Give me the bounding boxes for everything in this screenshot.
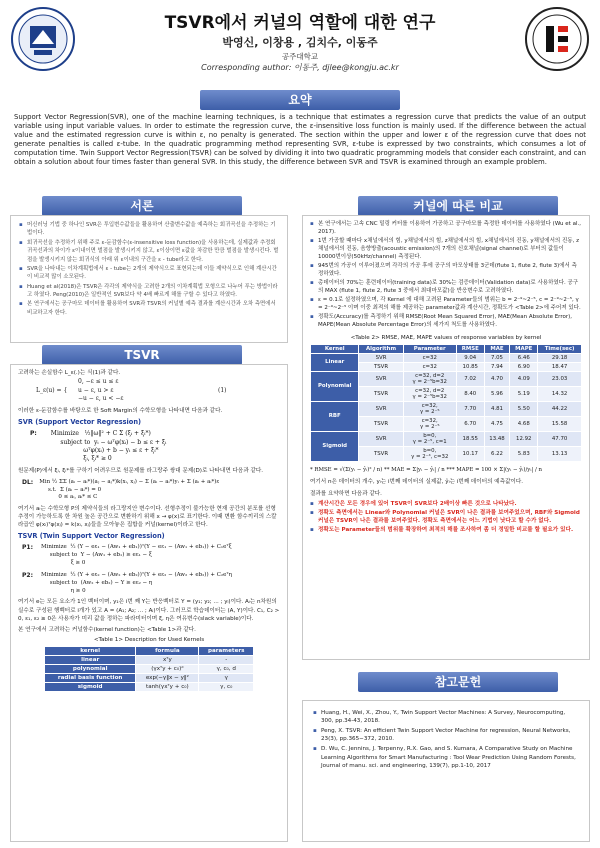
intro-box [10, 215, 288, 343]
poster-authors: 박영신, 이창용 , 김치수, 이동주 [222, 36, 378, 49]
tsvr-paragraph: 본 연구에서 고려하는 커널함수(kernel function)는 <Table 1>과 같다. [18, 626, 196, 633]
table-header: formula [136, 646, 199, 655]
table-cell: 13.48 [484, 431, 510, 446]
table-row: linear xᵀy - [45, 655, 254, 664]
poster-header [0, 0, 600, 82]
compare-bullet: ▪ 정확도(Accuracy)를 측정하기 위해 RMSE(Root Mean Squared Error), MAE(Mean Absolute Error), MAPE(Mean Absolute Percentage Error)의 세가지 척도를 사용하였다. [310, 314, 582, 330]
table-cell: c=32, d=2 γ = 2⁻⁵b=32 [403, 386, 456, 401]
table2-caption: <Table 2> RMSE, MAE, MAPE values of response variables by kernel [350, 334, 542, 341]
table-cell: 5.19 [510, 386, 538, 401]
table-header: MAPE [510, 344, 538, 353]
table-header: Time(sec) [538, 344, 582, 353]
tsvr-paragraph: 이러한 ε-둔감함수를 바탕으로 한 Soft Margin의 수학모형을 나타내면 다음과 같다. [18, 408, 223, 415]
table-cell: c=32, γ = 2⁻⁵ [403, 416, 456, 431]
kernel-table [44, 646, 254, 692]
compare-bullet: ▪ ε = 0.1로 설정하였으며, 각 Kernel 에 대해 고려된 Parameter들의 범위는 b = 2⁻⁹~2⁻⁵, c = 2⁻⁹~2⁻⁵, γ = 2⁻⁹~2⁻⁵ 이며 이중 최적의 해를 제공하는 parameter값과 계산시간, 정확도가 <Table 2>에 주어져 있다. [310, 297, 582, 313]
poster-affiliation: 공주대학교 [281, 52, 319, 61]
dual-label: DL: [22, 478, 34, 486]
table-cell: 7.02 [456, 371, 484, 386]
department-logo [524, 6, 590, 72]
table-cell: 6.70 [456, 416, 484, 431]
table-cell: 4.68 [510, 416, 538, 431]
table-row [311, 371, 582, 386]
abstract-banner: 요약 [200, 90, 400, 110]
table1-caption: <Table 1> Description for Used Kernels [93, 636, 205, 643]
reference-item: ▪ Peng, X. TSVR: An efficient Twin Support Vector Machine for regression, Neural Networks, 23(3), pp.365−372, 2010. [313, 727, 579, 743]
table-cell: c=32, γ = 2⁻⁵ [403, 401, 456, 416]
table-row [311, 353, 582, 362]
tsvr-banner: TSVR [42, 345, 242, 365]
compare-bullet: ▪ 본 연구에서는 고속 CNC 밀링 커터를 이용하여 가공하고 공구마모를 측정한 데이터를 사용하였다 (Wu et al., 2017). [310, 221, 582, 237]
table-cell: 23.03 [538, 371, 582, 386]
intro-bullet: ▪ Huang et al(2018)은 TSVR은 각각의 제약식을 고려한 2개의 이차계획법 모형으로 나누어 푸는 방법이라고 하였다. Peng(2010)은 일반적인 SVR보다 약 4배 빠르게 해를 구할 수 있다고 하였다. [19, 283, 279, 300]
svr-subtitle: SVR (Support Vector Regression) [18, 418, 142, 427]
table-cell: SVR [359, 401, 403, 416]
compare-banner: 커널에 따른 비교 [358, 196, 558, 216]
result-bullet: ▪ 정확도는 Parameter들의 범위를 확장하여 최적의 해를 조사하여 좀 더 정밀한 비교를 할 필요가 있다. [310, 526, 582, 534]
compare-bullet: ▪ 총데이터의 70%는 훈련데이터(training data)로 30%는 검증데이터(Validation data)로 사용하였다. 공구의 MAX (flute 1, flute 2, flute 3 중에서 최대마모값)을 반응변수로 고려하였다. [310, 280, 582, 296]
kernel-cell: Polynomial [311, 371, 359, 401]
table-cell: 7.05 [484, 353, 510, 362]
table-cell: c=32 [403, 353, 456, 362]
results-table-body [311, 353, 582, 461]
p1-label: P1: [22, 544, 33, 552]
results-table [310, 344, 582, 462]
p2-equation: Minimize ½ (Y + eε₂ − (Aw₂ + eb₂))ᵀ(Y + eε₂ − (Aw₂ + eb₂)) + C₂eᵀη subject to (Aw₂ + eb₂) − Y ≥ eε₂ − η η ≥ 0 [40, 572, 232, 594]
intro-bullet: ▪ 머신러닝 기법 중 하나인 SVR은 투입변수값들을 활용하여 산출변수값을 예측하는 회귀곡선을 추정하는 기법이다. [19, 221, 279, 238]
equation-number: (1) [218, 387, 227, 395]
table-cell: SVR [359, 353, 403, 362]
references-box [302, 700, 590, 842]
error-formulas: * RMSE = √(Σ(yᵢ − ŷᵢ)² / n) ** MAE = Σ|yᵢ − ŷᵢ| / n *** MAPE = 100 × Σ|(yᵢ − ŷᵢ)/yᵢ| / n [310, 466, 542, 473]
intro-banner: 서론 [42, 196, 242, 216]
kernel-cell: Sigmoid [311, 431, 359, 461]
table-cell: 15.58 [538, 416, 582, 431]
table-header: Kernel [311, 344, 359, 353]
tsvr-box [10, 364, 288, 842]
table-cell: TSVR [359, 416, 403, 431]
abstract-text: Support Vector Regression(SVR), one of the machine learning techniques, is a technique that estimates a regression curve that predicts the value of an output variable using input variable values. In order to estimate the regression curve, the ε-insensitive loss function is mainly used. If the difference between the actual value and the estimated regression curve is within ε, no penalty is generated. The section within the upper and lower ε of the regression curve that does not generate penalties is called ε-tube. In the quadratic programming method representing SVR, ε-tube is expressed by two constraints, which consumes a lot of computation time. Twin Support Vector Regression(TSVR) can be solved by dividing it into two quadratic programming models that consider each constraint, and can obtain a solution about four times faster than general SVR. In this study, the difference between SVR and TSVR is examined through an example problem. [14, 113, 586, 166]
table-header: kernel [45, 646, 136, 655]
table-cell: 7.70 [456, 401, 484, 416]
table-cell: 5.83 [510, 446, 538, 461]
table-cell: 6.22 [484, 446, 510, 461]
table-cell: c=32, d=2 γ = 2⁻⁵b=32 [403, 371, 456, 386]
compare-bullets [310, 221, 582, 330]
table-cell: 47.70 [538, 431, 582, 446]
table-row: sigmoid tanh(γxᵀy + c₀) γ, c₀ [45, 682, 254, 691]
compare-bullet: ▪ 1번 가공할 때마다 x채널에서의 힘, y채널에서의 힘, z채널에서의 힘, x채널에서의 진동, y채널에서의 진동, z채널에서의 진동, 음향방출(acoustic emission)의 7개의 신호채널(signal channel)로 부터의 값들이 10000번이상(50kHz/channel) 측정된다. [310, 238, 582, 262]
table-cell: 6.90 [510, 362, 538, 371]
intro-bullet: ▪ 본 연구에서는 공구마모 데이터를 활용하여 SVR과 TSVR의 커널별 예측 결과를 계산시간과 오차 측면에서 비교하고자 한다. [19, 300, 279, 317]
intro-bullet: ▪ SVR을 나타내는 이차계획법에서 ε - tube는 2개의 제약식으로 표현되는데 이들 제약식으로 인해 계산시간이 비교적 많이 소모된다. [19, 265, 279, 282]
tsvr-paragraph: 고려하는 손실함수 L_ε(.)는 식(1)과 같다. [18, 370, 121, 376]
table-cell: 13.13 [538, 446, 582, 461]
table-row [311, 431, 582, 446]
poster-title: TSVR에서 커널의 역할에 대한 연구 [164, 13, 436, 33]
p1-equation: Minimize ½ (Y − eε₁ − (Aw₁ + eb₁))ᵀ(Y − eε₁ − (Aw₁ + eb₁)) + C₁eᵀξ subject to Y − (Aw₁ + eb₁) ≥ eε₁ − ξ ξ ≥ 0 [40, 544, 232, 566]
table-cell: 10.17 [456, 446, 484, 461]
table-row: polynomial (γxᵀy + c₀)ᵈ γ, c₀, d [45, 664, 254, 673]
university-logo [10, 6, 76, 72]
compare-box [302, 215, 590, 660]
table-cell: 5.96 [484, 386, 510, 401]
table-cell: 14.32 [538, 386, 582, 401]
reference-item: ▪ D. Wu, C. Jennins, J. Terpenny, R.X. Gao, and S. Kumara, A Comparative Study on Machine Learning Algorithms for Smart Manufacturing : Tool Wear Prediction Using Random Forests, Journal of manu. sci. and engineering, 139(7), pp.1-10, 2017 [313, 745, 579, 769]
result-bullet: ▪ 정확도 측면에서는 Linear와 Polynomial 커널은 SVR이 나은 결과를 보여주었으며, RBF와 Sigmoid커널은 TSVR이 나은 결과를 보여주었다. 정확도 측면에서는 어느 기법이 낫다고 할 수가 없다. [310, 509, 582, 525]
table-cell: 4.70 [484, 371, 510, 386]
table-cell: 18.47 [538, 362, 582, 371]
result-bullets [310, 500, 582, 534]
table-cell: TSVR [359, 362, 403, 371]
primal-label: P: [30, 430, 37, 438]
table-cell: 4.09 [510, 371, 538, 386]
table-header: parameters [199, 646, 254, 655]
table-cell: b=0, γ = 2⁻⁴, c=32 [403, 446, 456, 461]
kernel-cell: Linear [311, 353, 359, 371]
table-header: Algorithm [359, 344, 403, 353]
table-cell: 9.04 [456, 353, 484, 362]
table-cell: 4.75 [484, 416, 510, 431]
table-cell: 18.55 [456, 431, 484, 446]
table-header: Parameter [403, 344, 456, 353]
tsvr-paragraph: 여기서 aᵢ는 수학모형 P의 제약식들의 라그랑지안 변수이다. 선형추정이 불가능한 현재 공간의 분포를 선형추정이 가능하도록 한 차원 높은 공간으로 변환하기 위해 x → φ(x)로 표기한다. 이때 변환 함수끼리의 스칼라곱인 φ(xᵢ)ᵀφ(xⱼ) = k(xᵢ, xⱼ)들을 모아놓은 집합을 커널(kernel)이라고 한다. [18, 505, 277, 529]
intro-bullets [19, 221, 279, 317]
table-header: MAE [484, 344, 510, 353]
table-cell: 12.92 [510, 431, 538, 446]
table-cell: 10.85 [456, 362, 484, 371]
table-cell: TSVR [359, 446, 403, 461]
compare-paragraph: 결과를 요약하면 다음과 같다. [310, 490, 382, 497]
table-cell: TSVR [359, 386, 403, 401]
table-cell: SVR [359, 371, 403, 386]
intro-bullet: ▪ 회귀곡선을 추정하기 위해 주로 ε-둔감함수(ε-insensitive loss function)을 사용하는데, 실제값과 추정회귀곡선과의 차이가 ε이내이면 벌점을 발생시키지 않고, ε이상이면 ε값을 차감한 만큼 벌점을 발생시킨다. 벌점을 발생시키지 않는 회귀식의 아래 위 ε이내의 구간을 ε - tube라고 한다. [19, 239, 279, 264]
kernel-cell: RBF [311, 401, 359, 431]
twin-svr-subtitle: TSVR (Twin Support Vector Regression) [18, 532, 165, 541]
compare-paragraph: 여기서 n은 데이터의 개수, yᵢ는 i번째 데이터의 실제값, ŷᵢ는 i번째 데이터의 예측값이다. [310, 478, 524, 485]
table-cell: 5.50 [510, 401, 538, 416]
primal-equation: Minimize ½‖ω‖² + C Σ (ξᵢ + ξᵢ*) subject to yᵢ − ωᵀφ(xᵢ) − b ≤ ε + ξᵢ ωᵀφ(xᵢ) + b − yᵢ ≤ ε + ξᵢ* ξᵢ, ξᵢ* ≥ 0 [50, 430, 167, 463]
loss-function-equation: L_ε(u) = { 0, −ε ≤ u ≤ ε u − ε, u > ε −u − ε, u < −ε (1) [36, 378, 227, 403]
reference-item: ▪ Huang, H., Wei, X., Zhou, Y., Twin Support Vector Machines: A Survey, Neurocomputing, 300, pp.34-43, 2018. [313, 709, 579, 725]
table-cell: c=32 [403, 362, 456, 371]
corresponding-author: Corresponding author: 이동주, djlee@kongju.ac.kr [201, 63, 399, 72]
table-cell: 44.22 [538, 401, 582, 416]
reference-list [313, 709, 579, 770]
table-row [311, 401, 582, 416]
table-header: RMSE [456, 344, 484, 353]
table-cell: 8.40 [456, 386, 484, 401]
references-banner: 참고문헌 [358, 672, 558, 692]
table-cell: 29.18 [538, 353, 582, 362]
compare-bullet: ▪ 945번의 가공이 이루어졌으며 각각의 가공 후에 공구의 마모상태를 3군데(flute 1, flute 2, flute 3)에서 측정하였다. [310, 263, 582, 279]
result-bullet: ▪ 계산시간은 모든 경우에 있어 TSVR이 SVR보다 2배이상 빠른 것으로 나타났다. [310, 500, 582, 508]
table-header-row [311, 344, 582, 353]
table-row: radial basis function exp(−γ‖x − y‖² γ [45, 673, 254, 682]
tsvr-paragraph: 여기서 e는 모든 요소가 1인 벡터이며, y₁은 i번 째 Y는 반응벡터로 Y = (y₁; y₂; ... ; yₗ)이다. Aᵢ는 n차원의 실수로 구성된 행벡터로 i개가 있고 A = (A₁; A₂; ... ; Aₗ)이다. 그러므로 학습데이터는 (A, Y)이다. C₁, C₂ > 0, ε₁, ε₂ ≥ 0은 사용자가 미리 값을 정하는 파라미터이며 ξ, η은 여유변수(slack variable)이다. [18, 599, 280, 622]
table-cell: b=0, γ = 2⁻⁵, c=1 [403, 431, 456, 446]
table-cell: SVR [359, 431, 403, 446]
dual-equation: Min ½ ΣΣ (aᵢ − aᵢ*)(aⱼ − aⱼ*)k(xᵢ, xⱼ) − Σ (aᵢ − aᵢ*)yᵢ + Σ (aᵢ + aᵢ*)ε s.t. Σ (aᵢ − aᵢ*) = 0 0 ≤ aᵢ, aᵢ* ≤ C [39, 478, 220, 501]
table-cell: 7.94 [484, 362, 510, 371]
table-cell: 4.81 [484, 401, 510, 416]
p2-label: P2: [22, 572, 33, 580]
tsvr-paragraph: 원문제(P)에서 ξᵢ, ξᵢ*를 구하기 어려우므로 원문제를 라그랑주 쌍대 문제(D)로 나타내면 다음과 같다. [18, 467, 264, 474]
table-cell: 6.46 [510, 353, 538, 362]
